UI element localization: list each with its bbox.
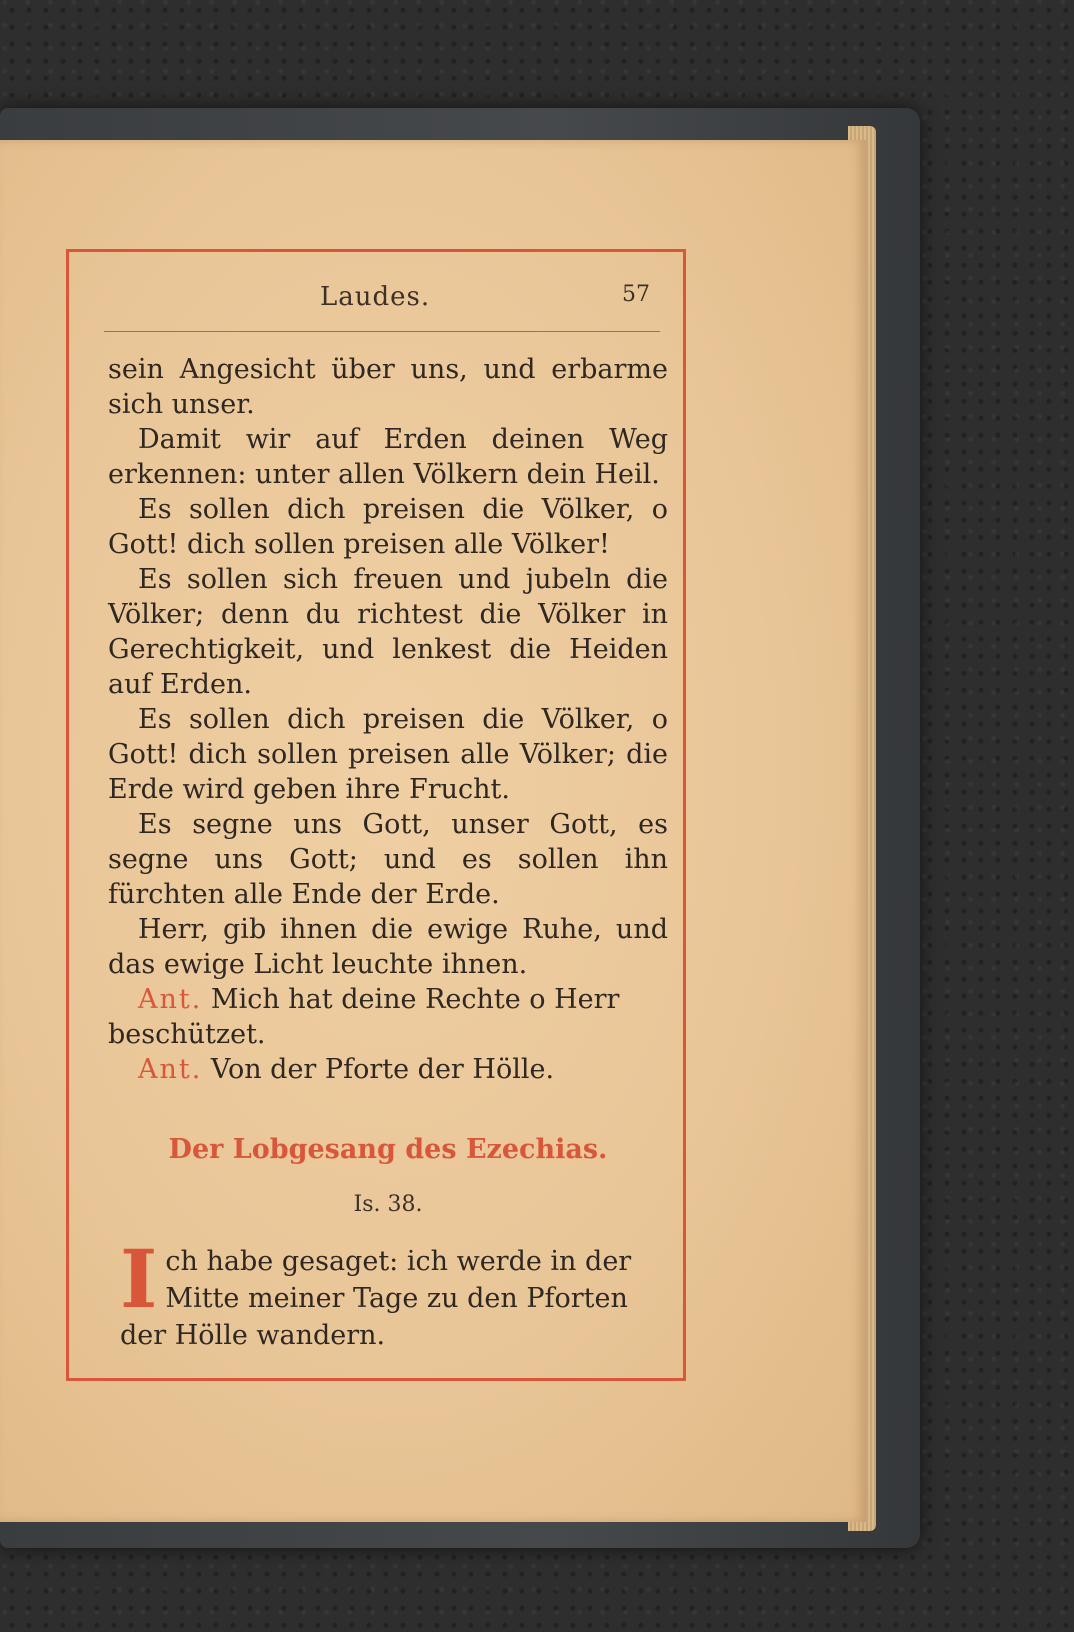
paragraph: Es segne uns Gott, unser Gott, es segne uns Gott; und es sollen ihn fürchten alle Ende der Erde.: [108, 809, 668, 910]
antiphon-text: Von der Pforte der Hölle.: [210, 1054, 555, 1085]
paragraph: Es sollen dich preisen die Völker, o Gott! dich sollen preisen alle Völker; die Erde wird geben ihre Frucht.: [108, 704, 668, 805]
antiphon-label: Ant.: [138, 1054, 203, 1085]
drop-cap: I: [120, 1232, 158, 1326]
antiphon-line: [108, 1052, 668, 1087]
paragraph: Herr, gib ihnen die ewige Ruhe, und das ewige Licht leuchte ihnen.: [108, 914, 668, 980]
page-number: 57: [622, 282, 650, 307]
section-title: Der Lobgesang des Ezechias.: [168, 1134, 608, 1165]
paragraph: sein Angesicht über uns, und erbarme sich unser.: [108, 354, 668, 420]
header-rule: [104, 331, 660, 332]
paragraph: Damit wir auf Erden deinen Weg erkennen: unter allen Völkern dein Heil.: [108, 424, 668, 490]
canticle-text: [120, 1232, 680, 1354]
antiphon-text: Mich hat deine Rechte o Herr beschützet.: [108, 984, 620, 1050]
antiphon-line: [108, 982, 668, 1052]
running-header: Laudes.: [320, 282, 431, 312]
body-text: [108, 352, 668, 1087]
paragraph: Es sollen dich preisen die Völker, o Gott! dich sollen preisen alle Völker!: [108, 494, 668, 560]
paragraph: Es sollen sich freuen und jubeln die Völker; denn du richtest die Völker in Gerechtigkeit, und lenkest die Heiden auf Erden.: [108, 564, 668, 700]
scripture-citation: Is. 38.: [353, 1192, 423, 1217]
canticle-paragraph: ch habe gesaget: ich werde in der Mitte meiner Tage zu den Pforten der Hölle wandern.: [120, 1246, 632, 1351]
antiphon-label: Ant.: [138, 984, 203, 1015]
